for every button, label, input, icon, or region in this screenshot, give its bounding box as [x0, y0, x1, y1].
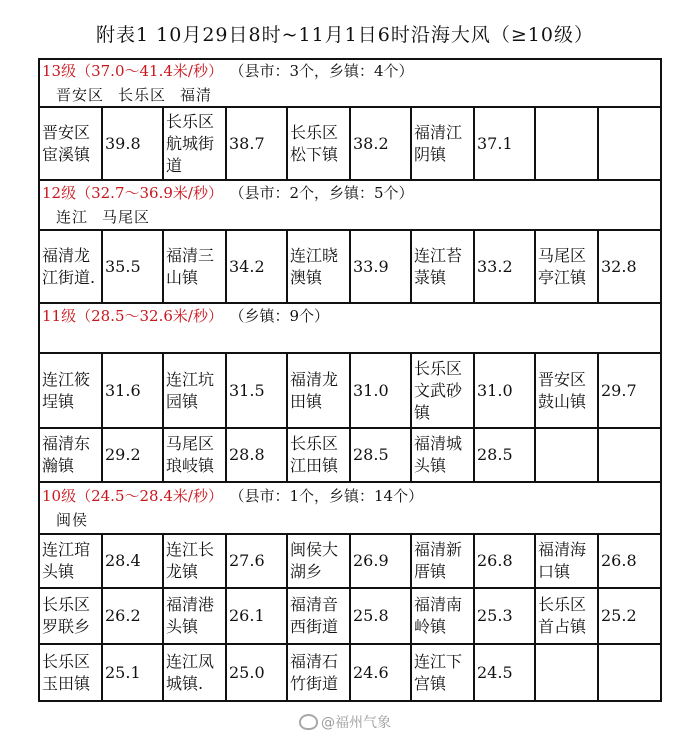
wind-speed: 29.2 — [102, 428, 163, 482]
wind-speed: 31.0 — [474, 353, 535, 428]
level-meta: （县市：2个，乡镇：5个） — [236, 184, 414, 202]
wind-speed: 27.6 — [226, 534, 287, 588]
wind-speed: 25.2 — [598, 588, 661, 644]
place-name: 长乐区 — [118, 86, 167, 104]
station-name — [535, 644, 598, 701]
table-row — [39, 428, 661, 482]
station-name: 福清海口镇 — [535, 534, 598, 588]
station-name: 福清龙江街道. — [39, 230, 102, 303]
station-name: 连江晓澳镇 — [287, 230, 350, 303]
level-header — [39, 59, 661, 107]
station-name: 连江筱埕镇 — [39, 353, 102, 428]
wind-speed: 39.8 — [102, 107, 163, 180]
station-name: 长乐区首占镇 — [535, 588, 598, 644]
table-row — [39, 588, 661, 644]
watermark — [0, 712, 690, 732]
level-places — [42, 206, 658, 228]
station-name: 福清音西街道 — [287, 588, 350, 644]
station-name: 晋安区宦溪镇 — [39, 107, 102, 180]
wind-speed: 28.8 — [226, 428, 287, 482]
page-title: 附表1 10月29日8时~11月1日6时沿海大风（≥10级） — [96, 24, 594, 46]
wind-speed: 37.1 — [474, 107, 535, 180]
wind-speed: 28.5 — [350, 428, 411, 482]
table-row — [39, 644, 661, 701]
station-name: 福清东瀚镇 — [39, 428, 102, 482]
station-name: 福清三山镇 — [163, 230, 226, 303]
station-name: 马尾区亭江镇 — [535, 230, 598, 303]
level-places — [42, 329, 658, 351]
weibo-icon — [299, 714, 318, 730]
station-name: 福清江阴镇 — [411, 107, 474, 180]
wind-speed — [598, 107, 661, 180]
station-name: 长乐区江田镇 — [287, 428, 350, 482]
level-header — [39, 180, 661, 230]
wind-speed: 25.3 — [474, 588, 535, 644]
station-name: 福清城头镇 — [411, 428, 474, 482]
wind-speed: 24.6 — [350, 644, 411, 701]
wind-speed: 26.2 — [102, 588, 163, 644]
wind-speed: 25.1 — [102, 644, 163, 701]
station-name — [535, 428, 598, 482]
level-places — [42, 84, 658, 106]
place-name: 闽侯 — [56, 511, 89, 529]
wind-speed: 31.0 — [350, 353, 411, 428]
wind-speed: 38.2 — [350, 107, 411, 180]
level-meta: （乡镇：9个） — [236, 307, 329, 325]
wind-speed: 34.2 — [226, 230, 287, 303]
station-name: 福清石竹街道 — [287, 644, 350, 701]
station-name: 长乐区松下镇 — [287, 107, 350, 180]
wind-speed: 28.5 — [474, 428, 535, 482]
wind-speed: 26.9 — [350, 534, 411, 588]
station-name: 连江坑园镇 — [163, 353, 226, 428]
wind-speed: 31.5 — [226, 353, 287, 428]
level-meta: （县市：1个，乡镇：14个） — [236, 487, 424, 505]
table-row — [39, 230, 661, 303]
watermark-text: @福州气象 — [321, 715, 391, 731]
wind-speed: 38.7 — [226, 107, 287, 180]
station-name: 连江长龙镇 — [163, 534, 226, 588]
level-header — [39, 303, 661, 353]
wind-speed — [598, 428, 661, 482]
level-header — [39, 482, 661, 534]
level-places — [42, 509, 658, 531]
station-name: 连江凤城镇. — [163, 644, 226, 701]
level-label: 13级（37.0～41.4米/秒） — [42, 62, 223, 80]
place-name: 福清 — [180, 86, 213, 104]
wind-speed: 26.8 — [598, 534, 661, 588]
station-name: 马尾区琅岐镇 — [163, 428, 226, 482]
wind-speed: 28.4 — [102, 534, 163, 588]
level-label: 11级（28.5～32.6米/秒） — [42, 307, 223, 325]
station-name: 长乐区玉田镇 — [39, 644, 102, 701]
table-row — [39, 534, 661, 588]
station-name: 长乐区航城街道 — [163, 107, 226, 180]
wind-speed: 32.8 — [598, 230, 661, 303]
level-meta: （县市：3个，乡镇：4个） — [236, 62, 414, 80]
wind-speed: 26.1 — [226, 588, 287, 644]
station-name: 连江下宫镇 — [411, 644, 474, 701]
wind-speed: 29.7 — [598, 353, 661, 428]
station-name: 连江苔菉镇 — [411, 230, 474, 303]
station-name: 长乐区文武砂镇 — [411, 353, 474, 428]
station-name — [535, 107, 598, 180]
place-name: 连江 — [56, 208, 89, 226]
wind-speed: 31.6 — [102, 353, 163, 428]
table-row — [39, 107, 661, 180]
table-row — [39, 353, 661, 428]
wind-table — [38, 58, 662, 702]
station-name: 长乐区罗联乡 — [39, 588, 102, 644]
place-name: 马尾区 — [102, 208, 151, 226]
station-name: 福清港头镇 — [163, 588, 226, 644]
wind-speed: 35.5 — [102, 230, 163, 303]
station-name: 福清龙田镇 — [287, 353, 350, 428]
station-name: 连江琯头镇 — [39, 534, 102, 588]
wind-speed — [598, 644, 661, 701]
wind-speed: 24.5 — [474, 644, 535, 701]
level-label: 12级（32.7～36.9米/秒） — [42, 184, 223, 202]
station-name: 福清新厝镇 — [411, 534, 474, 588]
station-name: 闽侯大湖乡 — [287, 534, 350, 588]
place-name: 晋安区 — [56, 86, 105, 104]
wind-speed: 33.9 — [350, 230, 411, 303]
wind-speed: 33.2 — [474, 230, 535, 303]
station-name: 晋安区鼓山镇 — [535, 353, 598, 428]
wind-speed: 25.8 — [350, 588, 411, 644]
station-name: 福清南岭镇 — [411, 588, 474, 644]
wind-speed: 25.0 — [226, 644, 287, 701]
level-label: 10级（24.5～28.4米/秒） — [42, 487, 223, 505]
wind-speed: 26.8 — [474, 534, 535, 588]
